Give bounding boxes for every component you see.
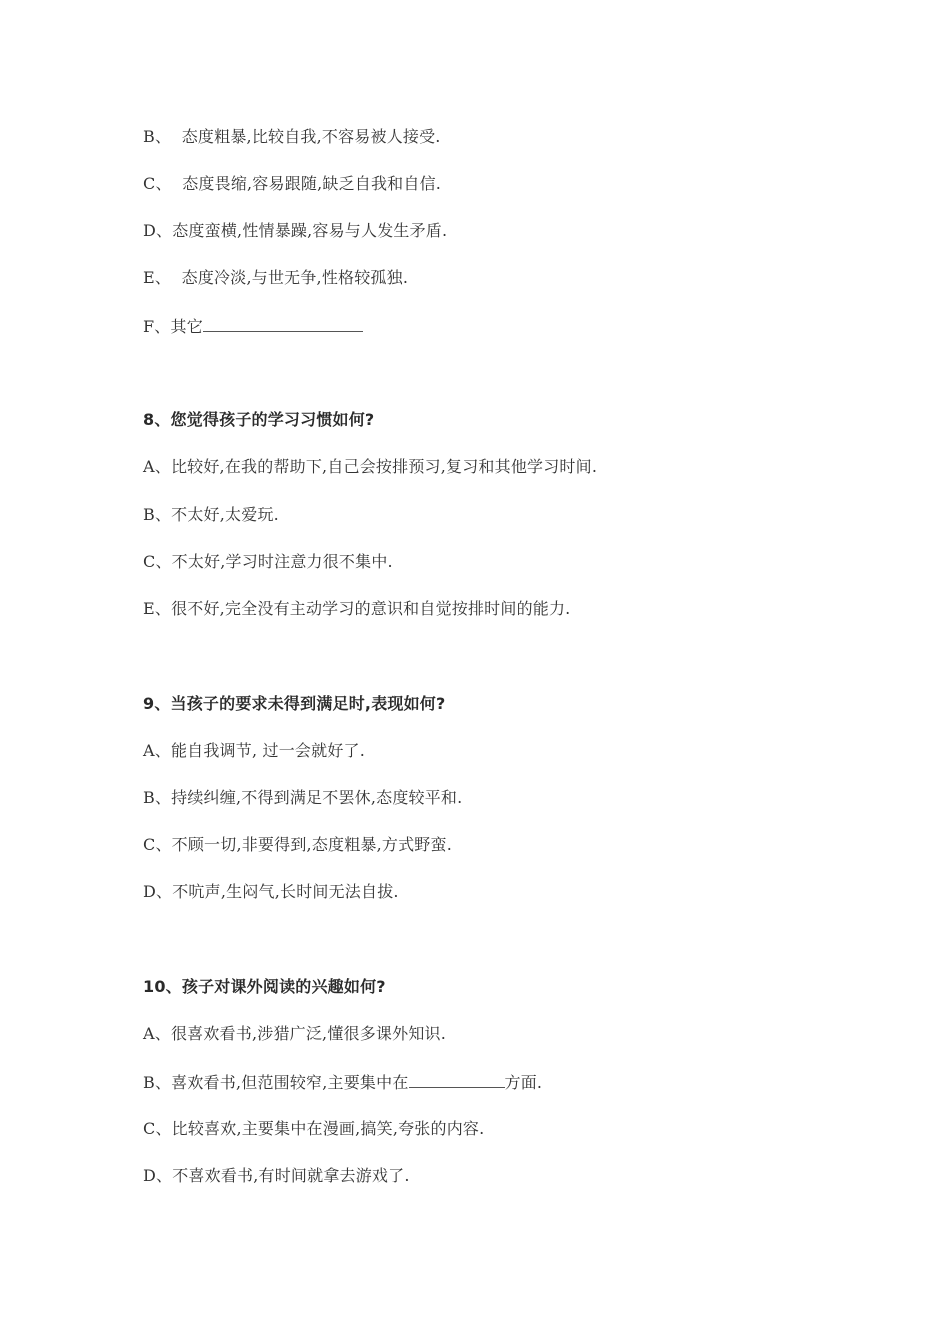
question-10-option-d: D、不喜欢看书,有时间就拿去游戏了. (143, 1166, 410, 1185)
prev-option-e: E、 态度冷淡,与世无争,性格较孤独. (143, 268, 409, 287)
question-9-option-b: B、持续纠缠,不得到满足不罢休,态度较平和. (143, 788, 463, 807)
question-10-option-b (143, 1071, 542, 1093)
fill-in-blank[interactable] (409, 1071, 505, 1088)
question-9-option-a: A、能自我调节, 过一会就好了. (143, 741, 366, 760)
prev-option-d: D、态度蛮横,性情暴躁,容易与人发生矛盾. (143, 221, 448, 240)
fill-in-blank[interactable] (203, 315, 363, 332)
question-8-title: 8、您觉得孩子的学习习惯如何? (143, 410, 375, 429)
question-8-option-a: A、比较好,在我的帮助下,自己会按排预习,复习和其他学习时间. (143, 457, 598, 476)
question-8-option-e: E、很不好,完全没有主动学习的意识和自觉按排时间的能力. (143, 599, 571, 618)
question-10-option-c: C、比较喜欢,主要集中在漫画,搞笑,夸张的内容. (143, 1119, 485, 1138)
prev-option-c: C、 态度畏缩,容易跟随,缺乏自我和自信. (143, 174, 442, 193)
question-10-option-a: A、很喜欢看书,涉猎广泛,懂很多课外知识. (143, 1024, 447, 1043)
question-9-option-d: D、不吭声,生闷气,长时间无法自拔. (143, 882, 399, 901)
prev-option-f (143, 315, 363, 337)
question-8-option-c: C、不太好,学习时注意力很不集中. (143, 552, 393, 571)
prev-option-b: B、 态度粗暴,比较自我,不容易被人接受. (143, 127, 441, 146)
prev-option-f-label: F、其它 (143, 317, 203, 336)
question-8-option-b: B、不太好,太爱玩. (143, 505, 279, 524)
question-9-title: 9、当孩子的要求未得到满足时,表现如何? (143, 694, 446, 713)
question-10-option-b-prefix: B、喜欢看书,但范围较窄,主要集中在 (143, 1073, 409, 1092)
question-10-title: 10、孩子对课外阅读的兴趣如何? (143, 977, 386, 996)
question-9-option-c: C、不顾一切,非要得到,态度粗暴,方式野蛮. (143, 835, 452, 854)
question-10-option-b-suffix: 方面. (504, 1073, 543, 1092)
